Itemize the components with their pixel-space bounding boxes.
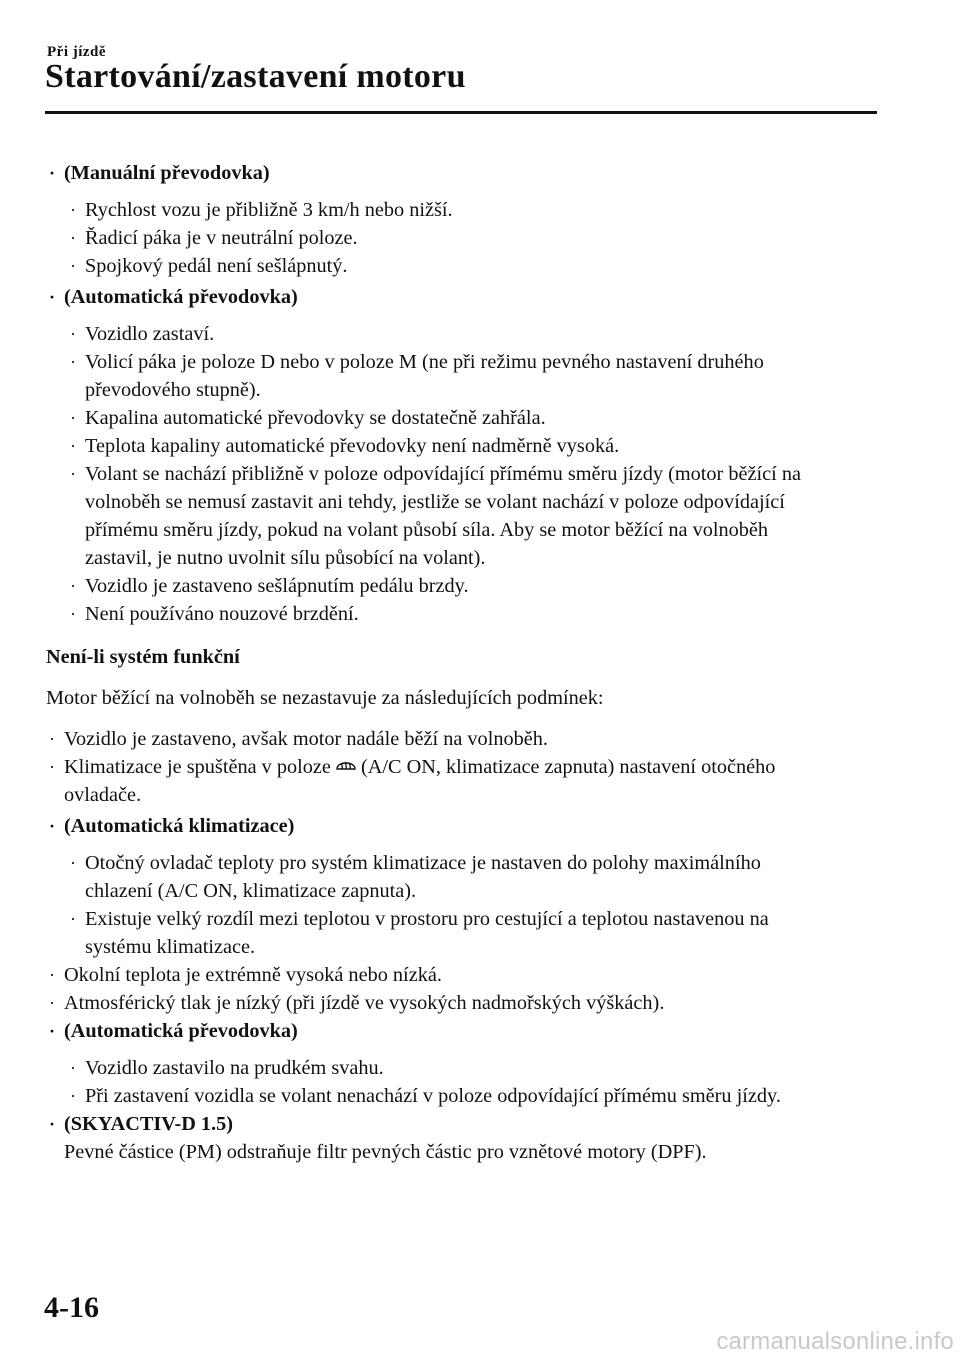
bullet: · <box>49 816 56 836</box>
list-item: · Kapalina automatické převodovky se dostatečně zahřála. <box>46 404 886 432</box>
list-item-continuation: systému klimatizace. <box>85 936 256 958</box>
list-item: · Volicí páka je poloze D nebo v poloze M (ne při režimu pevného nastavení druhého <box>46 348 886 376</box>
list-item: · Vozidlo zastaví. <box>46 320 886 348</box>
list-item: · Není používáno nouzové brzdění. <box>46 600 886 628</box>
list-item: · Vozidlo zastavilo na prudkém svahu. <box>46 1054 886 1082</box>
page-title: Startování/zastavení motoru <box>45 58 466 95</box>
list-item: · Volant se nachází přibližně v poloze odpovídající přímému směru jízdy (motor běžící na <box>46 460 886 488</box>
bullet: · <box>70 604 76 624</box>
bullet: · <box>70 200 76 220</box>
bullet: · <box>49 1021 56 1041</box>
list-item-continuation: chlazení (A/C ON, klimatizace zapnuta). <box>85 880 417 902</box>
list-item: · Při zastavení vozidla se volant nenachází v poloze odpovídající přímému směru jízdy. <box>46 1082 886 1110</box>
list-item: · Rychlost vozu je přibližně 3 km/h nebo nižší. <box>46 196 886 224</box>
list-item: · Existuje velký rozdíl mezi teplotou v prostoru pro cestující a teplotou nastavenou na <box>46 905 886 933</box>
list-item: · Vozidlo je zastaveno sešlápnutím pedálu brzdy. <box>46 572 886 600</box>
bullet: · <box>70 408 76 428</box>
bullet: · <box>70 853 76 873</box>
section-label: Při jízdě <box>47 44 107 60</box>
bullet: · <box>70 1058 76 1078</box>
bullet: · <box>49 993 55 1013</box>
bullet: · <box>70 909 76 929</box>
list-item-continuation: volnoběh se nemusí zastavit ani tehdy, jestliže se volant nachází v poloze odpovídající <box>85 491 785 513</box>
list-item: · Teplota kapaliny automatické převodovky není nadměrně vysoká. <box>46 432 886 460</box>
list-item: · Klimatizace je spuštěna v poloze (A/C ON, klimatizace zapnuta) nastavení otočného <box>46 753 886 781</box>
list-item-continuation: zastavil, je nutno uvolnit sílu působící na volant). <box>85 547 486 569</box>
header-rule <box>45 111 877 114</box>
auto-climate-heading: · (Automatická klimatizace) <box>46 812 886 840</box>
bullet: · <box>70 352 76 372</box>
bullet: · <box>70 1086 76 1106</box>
auto-heading: · (Automatická převodovka) <box>46 283 886 311</box>
list-item: · Atmosférický tlak je nízký (při jízdě ve vysokých nadmořských výškách). <box>46 989 886 1017</box>
bullet: · <box>70 436 76 456</box>
list-item: · Řadicí páka je v neutrální poloze. <box>46 224 886 252</box>
bullet: · <box>70 576 76 596</box>
bullet: · <box>70 464 76 484</box>
bullet: · <box>49 729 55 749</box>
not-functional-heading: Není-li systém funkční <box>46 646 240 668</box>
page-number: 4-16 <box>44 1291 99 1324</box>
bullet: · <box>70 256 76 276</box>
bullet: · <box>70 324 76 344</box>
auto-heading-2: · (Automatická převodovka) <box>46 1017 886 1045</box>
list-item-continuation: ovladače. <box>64 784 142 806</box>
windshield-defroster-icon <box>335 755 357 773</box>
manual-heading: · (Manuální převodovka) <box>46 159 886 187</box>
list-item: · Vozidlo je zastaveno, avšak motor nadále běží na volnoběh. <box>46 725 886 753</box>
bullet: · <box>70 228 76 248</box>
list-item: · Spojkový pedál není sešlápnutý. <box>46 252 886 280</box>
list-item: · Okolní teplota je extrémně vysoká nebo nízká. <box>46 961 886 989</box>
bullet: · <box>49 287 56 307</box>
list-item-continuation: převodového stupně). <box>85 379 261 401</box>
watermark: carmanualsonline.info <box>716 1328 954 1355</box>
skyactiv-text: Pevné částice (PM) odstraňuje filtr pevných částic pro vznětové motory (DPF). <box>64 1141 707 1163</box>
list-item: · Otočný ovladač teploty pro systém klimatizace je nastaven do polohy maximálního <box>46 849 886 877</box>
bullet: · <box>49 965 55 985</box>
skyactiv-heading: · (SKYACTIV-D 1.5) <box>46 1110 886 1138</box>
page-content <box>46 159 886 1166</box>
not-functional-intro: Motor běžící na volnoběh se nezastavuje za následujících podmínek: <box>46 687 604 709</box>
bullet: · <box>49 757 55 777</box>
bullet: · <box>49 1114 56 1134</box>
bullet: · <box>49 163 56 183</box>
list-item-continuation: přímému směru jízdy, pokud na volant působí síla. Aby se motor běžící na volnoběh <box>85 519 769 541</box>
